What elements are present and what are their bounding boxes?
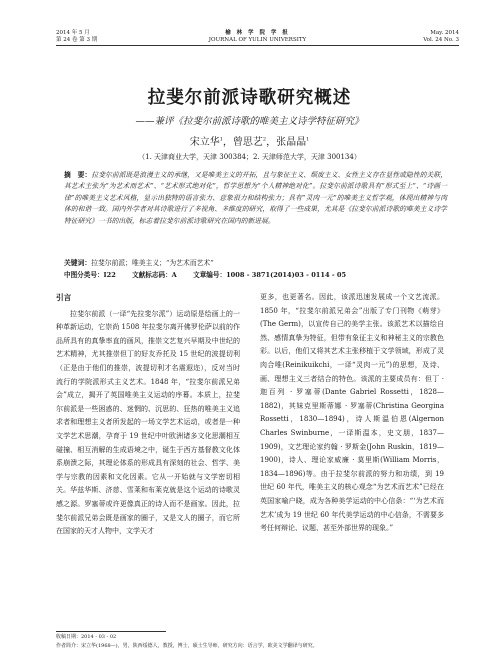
author-affiliations: （1. 天津商业大学，天津 300384；2. 天津师范大学，天津 300134） (138, 153, 361, 161)
header-journal-cn: 榆 林 学 院 学 报 (225, 30, 290, 36)
keywords-label: 关键词： (64, 259, 92, 267)
header-date-volume-en (423, 30, 459, 44)
keywords-text: 拉斐尔前派；唯美主义；“为艺术而艺术” (91, 259, 214, 267)
author-name: 曾思艺 (232, 137, 263, 148)
author-separator: ， (266, 137, 277, 148)
abstract-text: 拉斐尔前派既是浪漫主义的承继，又是唯美主义的开拓，且与象征主义、颓废主义、女性主义存在显性或隐性的关联，其艺术主张为“为艺术而艺术”、“艺术形式绝对化”，哲学思想为“个人精神绝对化”。拉斐尔前派诗歌具有“形式至上”、“诗画一律”的唯美主义艺术风格，显示出独特的语言张力、意象很力和结构张力；具有“灵肉一元”的唯美主义哲学观，体现出精神与肉体的和谐一致。国内外学者对其诗歌进行了多视角、多维度的研究，取得了一些成果，尤其是《拉斐尔前派诗歌的唯美主义诗学特征研究》一书的出版，标志着拉斐尔前派诗歌研究在国内的新进展。 (64, 171, 448, 225)
abstract-label: 摘 要： (64, 171, 92, 179)
author-affiliation-mark: 1 (219, 136, 223, 143)
body-column-right (260, 291, 444, 536)
footnote-received-date: 收稿日期：2014 - 03 - 02 (56, 634, 117, 640)
clc-number: 中图分类号：I22 (64, 271, 116, 279)
author-affiliation-mark: 2 (262, 136, 267, 143)
header-date: 2014 年 5 月 (56, 30, 90, 36)
footnote-author-bio: 作者简介：宋立华(1968—)，男，陕西绥德人，教授，博士，硕士生导师，研究方向：语言学，欧美文学翻译与研究。 (56, 643, 318, 649)
body-column-left (56, 291, 240, 539)
author-affiliation-mark: 1 (306, 136, 310, 143)
keywords (64, 258, 447, 268)
author-name: 宋立华 (189, 137, 220, 148)
header-volume-issue: 第 24 卷 第 3 期 (56, 37, 98, 43)
running-header (56, 30, 459, 50)
header-date-en: May. 2014 (430, 30, 459, 36)
header-divider (56, 45, 459, 46)
header-journal (56, 30, 459, 44)
abstract (64, 170, 447, 227)
footnote-divider (56, 631, 166, 632)
classification-line (64, 270, 447, 280)
header-volume-en: Vol. 24 No. 3 (423, 37, 459, 43)
body-paragraph: 拉斐尔前派（一译“先拉斐尔派”）运动原是绘画上的一种革新运动，它崇尚 1508 年拉斐尔离开佛罗伦萨以前的作品所具有的真挚率直的画风，推崇文艺复兴早期及中世纪的艺术精神，尤其推崇但丁的好友乔托及 15 世纪的波提切利（正是由于他们的推崇，波提切利才名震遐迩），反对当时流行的学院派形式主义艺术。1848 年，“拉斐尔前派兄弟会”成立，揭开了英国唯美主义运动的序幕。本质上，拉斐尔前派是一些困惑的、迷惘的、沉思的、狂热的唯美主义追求者和理想主义者所发起的一场文学艺术运动，或者是一种文学艺术思潮，孕育于 19 世纪中叶欧洲诸多文化思潮相互碰撞、相互消解的生成语境之中，诞生于西方基督教文化体系崩溃之际，其理论体系的形成具有深刻的社会、哲学、美学与宗教的因素和文化因素。它从一开始就与文学密切相关。华兹华斯、济慈、雪莱和布莱克就是这个运动的诗歌灵感之源。罗塞蒂或许更像真正的诗人而不是画家。因此，拉斐尔前派兄弟会既是画家的圈子，又是文人的圈子，而它所在国家的天才人物中，文学天才 (56, 309, 240, 536)
body-paragraph: 更多，也更著名。因此，该派迅速发展成一个文艺流派。1850 年，“拉斐尔前派兄弟会”出版了专门刊物《萌芽》(The Germ)，以宣传自己的美学主张。该派艺术以描绘自然、感情真挚为特征，但带有象征主义和神秘主义的宗教色彩。以后，他们又将其艺术主张移植于文学领域，形成了灵肉合唯(Reinikuikchi，一译“灵肉一元”)的思想，及诗、画、理想主义三者结合的特色。该派的主要成员有：但丁 · 迦百列 · 罗塞蒂(Dante Gabriel Rossetti，1828—1882)，其妹克里斯蒂娜 · 罗塞蒂(Christina Georgina Rossetti，1830—1894)，诗人斯温伯恩(Algernon Charles Swinburne，一译斯温本，史文朋，1837—1909)，文艺理论家约翰 · 罗斯金(John Ruskin，1819—1900)，诗人、理论家威廉 · 莫里斯(William Morris，1834—1896)等。由于拉斐尔前派的努力和功绩，到 19 世纪 60 年代，唯美主义的核心观念“为艺术而艺术”已经在英国家喻户晓，成为各种美学运动的中心信条：“‘为艺术而艺术’成为 19 世纪 60 年代美学运动的中心信条，不需要多考任何辩论、议题、甚至外部世界的现象。” (260, 293, 444, 533)
article-title: 拉斐尔前派诗歌研究概述 (147, 88, 352, 108)
article-number: 文章编号：1008 - 3871(2014)03 - 0114 - 05 (193, 271, 347, 279)
article-subtitle: ——兼评《拉斐尔前派诗歌的唯美主义诗学特征研究》 (135, 116, 364, 127)
author-name: 张晶晶 (276, 137, 307, 148)
author-separator: ， (222, 137, 233, 148)
header-journal-en: JOURNAL OF YULIN UNIVERSITY (208, 37, 307, 43)
document-code: 文献标志码：A (132, 271, 177, 279)
author-line (0, 133, 499, 148)
section-heading: 引言 (56, 293, 72, 302)
